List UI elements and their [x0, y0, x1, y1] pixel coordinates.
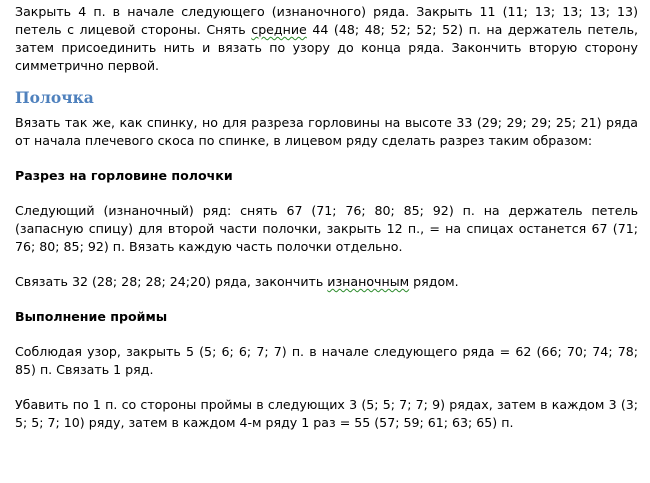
paragraph-armhole-2: Убавить по 1 п. со стороны проймы в следующих 3 (5; 5; 7; 7; 9) рядах, затем в каждом 3 (3; 5; 5; 7; 10) ряду, затем в каждом 4-м ряду 1 раз = 55 (57; 59; 61; 63; 65) п.	[15, 397, 638, 430]
subheading-neck-slit: Разрез на горловине полочки	[15, 168, 233, 183]
paragraph-front: Вязать так же, как спинку, но для разреза горловины на высоте 33 (29; 29; 29; 25; 21) ряда от начала плечевого скоса по спинке, в лицевом ряду сделать разрез таким образом:	[15, 115, 638, 148]
paragraph-intro-part-b: 44 (48; 48; 52; 52; 52) п. на держатель петель, затем присоединить нить и вязать по узору до конца ряда. Закончить вторую сторону симметрично первой.	[15, 22, 638, 73]
subheading-armhole: Выполнение проймы	[15, 309, 168, 324]
paragraph-knit-rows	[15, 273, 638, 291]
paragraph-knit-part-b: рядом.	[409, 274, 459, 289]
paragraph-intro-part-a: Закрыть 4 п. в начале следующего (изнаночного) ряда. Закрыть 11 (11; 13; 13; 13; 13) петель с лицевой стороны. Снять	[15, 4, 638, 37]
spellcheck-word: средние	[251, 22, 307, 37]
paragraph-knit-part-a: Связать 32 (28; 28; 28; 24;20) ряда, закончить	[15, 274, 328, 289]
paragraph-neck-slit: Следующий (изнаночный) ряд: снять 67 (71; 76; 80; 85; 92) п. на держатель петель (запасную спицу) для второй части полочки, закрыть 12 п., = на спицах останется 67 (71; 76; 80; 85; 92) п. Вязать каждую часть полочки отдельно.	[15, 203, 638, 254]
paragraph-armhole-1: Соблюдая узор, закрыть 5 (5; 6; 6; 7; 7) п. в начале следующего ряда = 62 (66; 70; 74; 78; 85) п. Связать 1 ряд.	[15, 344, 638, 377]
section-heading-front: Полочка	[15, 88, 94, 107]
paragraph-intro	[15, 3, 638, 75]
spellcheck-word: изнаночным	[327, 274, 410, 289]
